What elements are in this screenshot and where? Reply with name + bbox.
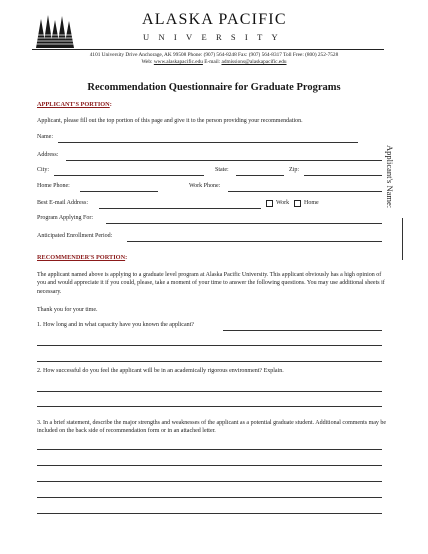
answer-2-line-1[interactable]	[37, 391, 382, 392]
answer-3-line-5[interactable]	[37, 513, 382, 514]
answer-1-line-2[interactable]	[37, 345, 382, 346]
address-field[interactable]	[66, 160, 382, 161]
thank-you-text: Thank you for your time.	[37, 307, 98, 313]
answer-3-line-3[interactable]	[37, 481, 382, 482]
university-name: ALASKA PACIFIC	[142, 11, 287, 28]
university-logo	[34, 14, 78, 48]
contact-web-line	[0, 59, 428, 65]
question-3: 3. In a brief statement, describe the major strengths and weaknesses of the applicant as a potential graduate student. Additional comments may be included on the back side of recommendation form or in an attached letter.	[37, 420, 387, 435]
state-label: State:	[215, 167, 229, 173]
zip-field[interactable]	[304, 175, 382, 176]
program-label: Program Applying For:	[37, 215, 94, 221]
contact-address-line: 4101 University Drive Anchorage, AK 99508 Phone: (907) 564-8248 Fax: (907) 564-8317 Toll Free: (800) 252-7528	[89, 52, 339, 58]
header-divider	[32, 49, 384, 50]
answer-3-line-4[interactable]	[37, 497, 382, 498]
website-link[interactable]: www.alaskapacific.edu	[153, 59, 203, 65]
answer-1-line-1[interactable]	[223, 330, 382, 331]
answer-3-line-2[interactable]	[37, 465, 382, 466]
work-email-checkbox[interactable]	[266, 200, 273, 207]
city-label: City:	[37, 167, 50, 173]
recommender-section-heading: RECOMMENDER'S PORTION:	[37, 254, 128, 261]
answer-2-line-2[interactable]	[37, 406, 382, 407]
form-title: Recommendation Questionnaire for Graduate Programs	[87, 82, 341, 93]
program-field[interactable]	[106, 223, 382, 224]
email-address-label: Best E-mail Address:	[37, 200, 88, 206]
address-label: Address:	[37, 152, 59, 158]
side-applicant-name-label: Applicant's Name:	[385, 145, 395, 209]
email-link[interactable]: admissions@alaskapacific.edu	[221, 59, 287, 65]
answer-1-line-3[interactable]	[37, 361, 382, 362]
recommender-intro: The applicant named above is applying to a graduate level program at Alaska Pacific University. This applicant obviously has a high opinion of you and would appreciate it if you could, please, take a moment of your time to answer the following questions. You may use additional sheets if necessary.	[37, 272, 385, 295]
web-label: Web:	[141, 59, 153, 65]
applicant-instruction: Applicant, please fill out the top portion of this page and give it to the person providing your recommendation.	[37, 118, 303, 124]
city-field[interactable]	[54, 175, 204, 176]
university-subtitle: UNIVERSITY	[143, 32, 287, 42]
state-field[interactable]	[236, 175, 284, 176]
home-email-checkbox[interactable]	[294, 200, 301, 207]
enrollment-period-field[interactable]	[127, 241, 382, 242]
home-phone-label: Home Phone:	[37, 183, 70, 189]
home-email-option-label: Home	[304, 200, 319, 206]
enrollment-period-label: Anticipated Enrollment Period:	[37, 233, 113, 239]
work-email-option-label: Work	[276, 200, 290, 206]
email-address-field[interactable]	[99, 208, 261, 209]
email-label: E-mail:	[204, 59, 221, 65]
side-applicant-name-field[interactable]	[402, 218, 403, 260]
work-phone-label: Work Phone:	[189, 183, 221, 189]
question-1: 1. How long and in what capacity have you known the applicant?	[37, 322, 194, 328]
applicant-section-heading: APPLICANT'S PORTION:	[37, 101, 112, 108]
name-field[interactable]	[58, 142, 358, 143]
work-phone-field[interactable]	[228, 191, 382, 192]
zip-label: Zip:	[289, 167, 299, 173]
home-phone-field[interactable]	[80, 191, 158, 192]
name-label: Name:	[37, 134, 53, 140]
question-2: 2. How successful do you feel the applicant will be in an academically rigorous environment? Explain.	[37, 368, 284, 374]
answer-3-line-1[interactable]	[37, 449, 382, 450]
